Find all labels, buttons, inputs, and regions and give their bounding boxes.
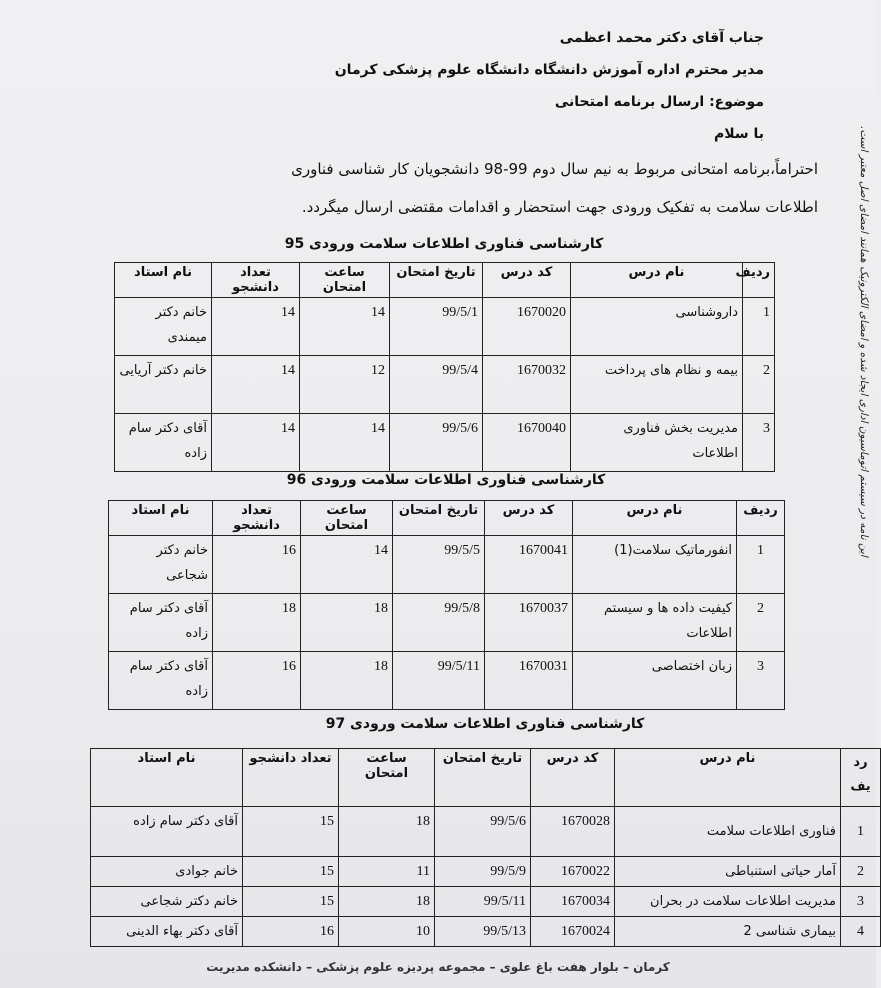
header-course-name: نام درس (571, 263, 743, 298)
table-row (91, 917, 881, 947)
cell-instructor: آقای دکتر سام زاده (115, 414, 212, 472)
header-course-name: نام درس (615, 749, 841, 807)
header-exam-date: تاریخ امتحان (393, 501, 485, 536)
cell-row: 1 (743, 298, 775, 356)
cell-instructor: خانم دکتر میمندی (115, 298, 212, 356)
cell-course-name: فناوری اطلاعات سلامت (615, 807, 841, 857)
header-instructor: نام استاد (109, 501, 213, 536)
exam-table-96 (108, 500, 785, 710)
cell-exam-date: 99/5/6 (390, 414, 483, 472)
header-course-code: کد درس (485, 501, 573, 536)
cell-exam-date: 99/5/8 (393, 594, 485, 652)
cell-instructor: آقای دکتر سام زاده (109, 652, 213, 710)
cell-student-count: 14 (212, 414, 300, 472)
cell-course-name: آمار حیاتی استنباطی (615, 857, 841, 887)
cell-instructor: خانم دکتر شجاعی (91, 887, 243, 917)
cell-exam-date: 99/5/9 (435, 857, 531, 887)
cell-instructor: خانم دکتر شجاعی (109, 536, 213, 594)
cell-student-count: 14 (212, 356, 300, 414)
cell-exam-date: 99/5/11 (435, 887, 531, 917)
recipient-line: جناب آقای دکتر محمد اعظمی (559, 30, 764, 46)
header-row: ردیف (743, 263, 775, 298)
cell-course-code: 1670024 (531, 917, 615, 947)
header-exam-time: ساعت امتحان (300, 263, 390, 298)
table-title-97: کارشناسی فناوری اطلاعات سلامت ورودی 97 (325, 716, 645, 732)
cell-exam-time: 18 (339, 887, 435, 917)
cell-instructor: آقای دکتر سام زاده (91, 807, 243, 857)
cell-course-code: 1670037 (485, 594, 573, 652)
cell-course-code: 1670022 (531, 857, 615, 887)
cell-course-code: 1670020 (483, 298, 571, 356)
cell-course-code: 1670028 (531, 807, 615, 857)
cell-exam-time: 10 (339, 917, 435, 947)
footer-address: کرمان – بلوار هفت باغ علوی – مجموعه پردیزه علوم پزشکی – دانشکده مدیریت (206, 960, 670, 974)
cell-exam-time: 14 (300, 298, 390, 356)
cell-row: 2 (841, 857, 881, 887)
greeting-line: با سلام (713, 126, 764, 142)
cell-course-name: بیماری شناسی 2 (615, 917, 841, 947)
cell-row: 2 (743, 356, 775, 414)
exam-table-97 (90, 748, 881, 947)
header-instructor: نام استاد (115, 263, 212, 298)
cell-instructor: آقای دکتر سام زاده (109, 594, 213, 652)
table-title-96: کارشناسی فناوری اطلاعات سلامت ورودی 96 (286, 472, 606, 488)
table-row (109, 652, 785, 710)
cell-row: 3 (743, 414, 775, 472)
cell-exam-date: 99/5/5 (393, 536, 485, 594)
cell-course-code: 1670031 (485, 652, 573, 710)
cell-course-name: بیمه و نظام های پرداخت (571, 356, 743, 414)
cell-row: 3 (737, 652, 785, 710)
cell-exam-date: 99/5/1 (390, 298, 483, 356)
header-course-code: کد درس (531, 749, 615, 807)
cell-course-code: 1670040 (483, 414, 571, 472)
cell-row: 1 (841, 807, 881, 857)
table-row (109, 536, 785, 594)
table-row (115, 298, 775, 356)
cell-course-code: 1670032 (483, 356, 571, 414)
cell-student-count: 16 (243, 917, 339, 947)
cell-exam-time: 18 (301, 652, 393, 710)
cell-student-count: 15 (243, 887, 339, 917)
exam-table-95 (114, 262, 775, 472)
cell-student-count: 14 (212, 298, 300, 356)
cell-exam-time: 12 (300, 356, 390, 414)
table-row (91, 887, 881, 917)
cell-student-count: 18 (213, 594, 301, 652)
cell-course-name: انفورماتیک سلامت(1) (573, 536, 737, 594)
cell-exam-time: 14 (300, 414, 390, 472)
cell-instructor: خانم دکتر آریایی (115, 356, 212, 414)
table-row (109, 594, 785, 652)
header-course-code: کد درس (483, 263, 571, 298)
cell-student-count: 16 (213, 652, 301, 710)
header-student-count: تعداد دانشجو (213, 501, 301, 536)
table-row (91, 807, 881, 857)
header-exam-time: ساعت امتحان (339, 749, 435, 807)
cell-instructor: خانم جوادی (91, 857, 243, 887)
cell-course-code: 1670041 (485, 536, 573, 594)
table-row (91, 857, 881, 887)
cell-exam-date: 99/5/13 (435, 917, 531, 947)
cell-row: 4 (841, 917, 881, 947)
cell-course-name: زبان اختصاصی (573, 652, 737, 710)
cell-course-code: 1670034 (531, 887, 615, 917)
header-course-name: نام درس (573, 501, 737, 536)
cell-exam-time: 18 (339, 807, 435, 857)
table-row (115, 414, 775, 472)
header-exam-date: تاریخ امتحان (390, 263, 483, 298)
header-row-part-2: یف (850, 779, 871, 794)
header-row-part-1: رد (853, 755, 868, 770)
cell-exam-date: 99/5/6 (435, 807, 531, 857)
cell-course-name: داروشناسی (571, 298, 743, 356)
table-title-95: کارشناسی فناوری اطلاعات سلامت ورودی 95 (284, 236, 604, 252)
cell-student-count: 16 (213, 536, 301, 594)
header-instructor: نام استاد (91, 749, 243, 807)
header-row (841, 749, 881, 807)
cell-exam-time: 11 (339, 857, 435, 887)
body-paragraph-line-1: احتراماً،برنامه امتحانی مربوط به نیم سال دوم 99-98 دانشجویان کار شناسی فناوری (291, 160, 818, 178)
cell-course-name: کیفیت داده ها و سیستم اطلاعات (573, 594, 737, 652)
header-exam-time: ساعت امتحان (301, 501, 393, 536)
cell-exam-date: 99/5/11 (393, 652, 485, 710)
cell-exam-time: 14 (301, 536, 393, 594)
table-row (115, 356, 775, 414)
cell-student-count: 15 (243, 807, 339, 857)
recipient-position-line: مدیر محترم اداره آموزش دانشگاه دانشگاه علوم پزشکی کرمان (334, 62, 764, 78)
header-row: ردیف (737, 501, 785, 536)
header-exam-date: تاریخ امتحان (435, 749, 531, 807)
cell-instructor: آقای دکتر بهاء الدینی (91, 917, 243, 947)
cell-student-count: 15 (243, 857, 339, 887)
cell-exam-date: 99/5/4 (390, 356, 483, 414)
cell-exam-time: 18 (301, 594, 393, 652)
cell-row: 1 (737, 536, 785, 594)
header-student-count: تعداد دانشجو (243, 749, 339, 807)
cell-row: 2 (737, 594, 785, 652)
electronic-signature-note: این نامه در سیستم اتوماسیون اداری ایجاد شده و امضای الکترونیک همانند امضای اصل معتبر است. (858, 126, 870, 557)
header-student-count: تعداد دانشجو (212, 263, 300, 298)
cell-row: 3 (841, 887, 881, 917)
body-paragraph-line-2: اطلاعات سلامت به تفکیک ورودی جهت استحضار و اقدامات مقتضی ارسال میگردد. (301, 198, 818, 216)
cell-course-name: مدیریت بخش فناوری اطلاعات (571, 414, 743, 472)
subject-line: موضوع: ارسال برنامه امتحانی (554, 94, 764, 110)
cell-course-name: مدیریت اطلاعات سلامت در بحران (615, 887, 841, 917)
